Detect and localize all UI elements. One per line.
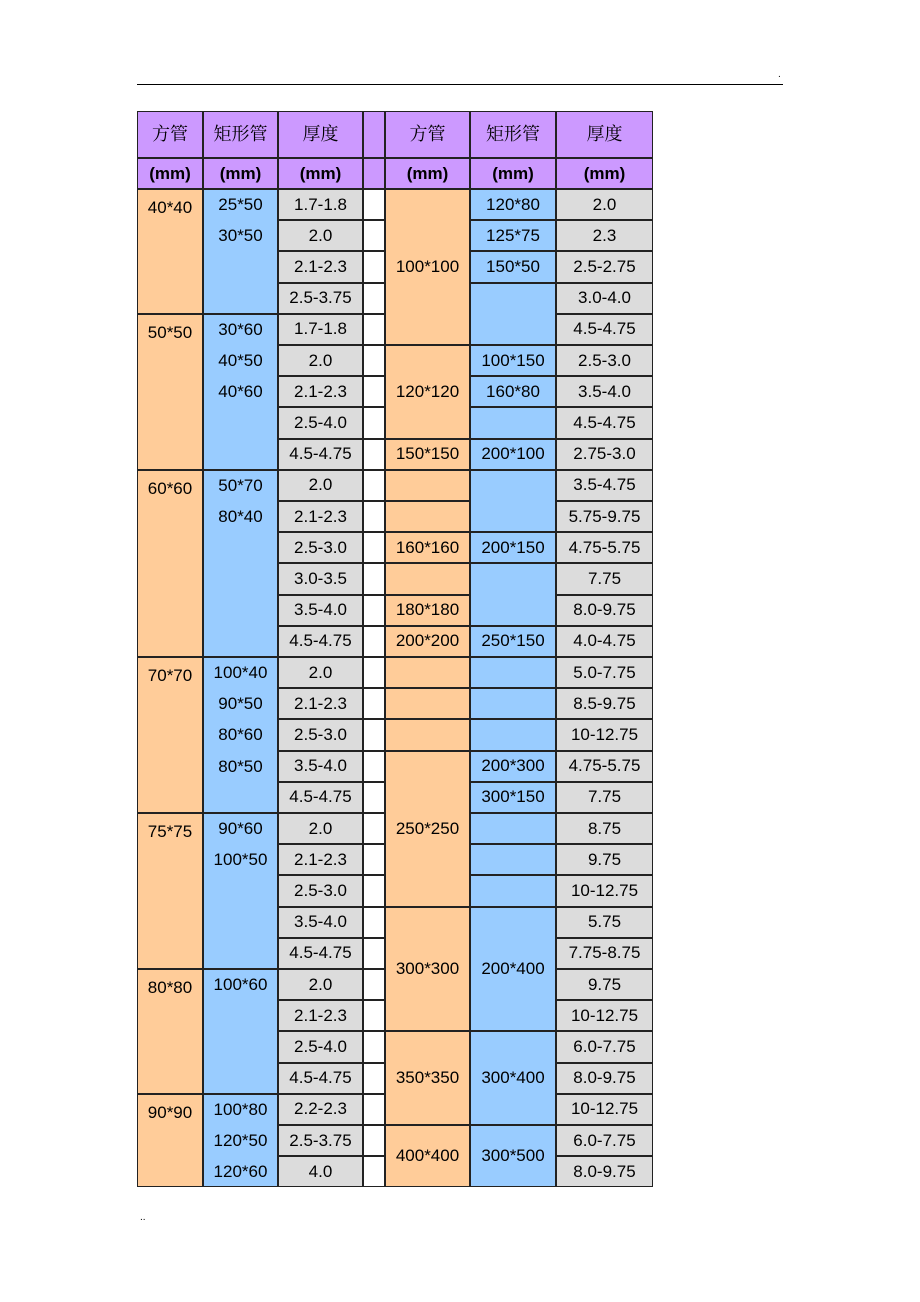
thickness-cell: 3.5-4.0 xyxy=(278,907,363,938)
rect-size-label: 120*50 xyxy=(213,1131,268,1150)
thickness-cell: 2.5-2.75 xyxy=(556,251,653,282)
header-rect: 矩形管 xyxy=(203,111,278,158)
gap-cell xyxy=(363,563,385,594)
thickness-cell: 2.1-2.3 xyxy=(278,844,363,875)
gap-cell xyxy=(363,688,385,719)
rect-size-cell xyxy=(470,407,556,438)
header-gap xyxy=(363,111,385,158)
thickness-cell: 4.0 xyxy=(278,1156,363,1187)
gap-cell xyxy=(363,595,385,626)
thickness-cell: 5.75-9.75 xyxy=(556,501,653,532)
gap-cell xyxy=(363,283,385,314)
rect-size-label: 100*50 xyxy=(213,850,268,870)
square-size-cell: 300*300 xyxy=(385,907,470,1032)
square-size-cell: 50*50 xyxy=(137,314,203,470)
gap-cell xyxy=(363,407,385,438)
thickness-cell: 2.0 xyxy=(278,220,363,251)
gap-cell xyxy=(363,813,385,844)
rect-size-cell: 200*150 xyxy=(470,532,556,563)
gap-cell xyxy=(363,220,385,251)
unit-square2: (mm) xyxy=(385,158,470,189)
gap-cell xyxy=(363,501,385,532)
square-size-cell: 70*70 xyxy=(137,657,203,813)
unit-square: (mm) xyxy=(137,158,203,189)
thickness-cell: 2.5-3.75 xyxy=(278,283,363,314)
gap-cell xyxy=(363,657,385,688)
thickness-cell: 2.1-2.3 xyxy=(278,1000,363,1031)
square-size-cell: 90*90 xyxy=(137,1094,203,1188)
unit-thickness2: (mm) xyxy=(556,158,653,189)
thickness-cell: 10-12.75 xyxy=(556,719,653,750)
gap-cell xyxy=(363,345,385,376)
gap-cell xyxy=(363,1000,385,1031)
thickness-cell: 4.5-4.75 xyxy=(278,782,363,813)
square-size-cell xyxy=(385,719,470,750)
thickness-cell: 3.5-4.0 xyxy=(278,751,363,782)
rect-size-label: 80*40 xyxy=(218,507,263,526)
thickness-cell: 8.0-9.75 xyxy=(556,595,653,626)
square-size-cell: 75*75 xyxy=(137,813,203,969)
thickness-cell: 2.1-2.3 xyxy=(278,501,363,532)
thickness-cell: 7.75-8.75 xyxy=(556,938,653,969)
gap-cell xyxy=(363,189,385,220)
square-size-cell: 180*180 xyxy=(385,595,470,626)
square-size-cell xyxy=(385,688,470,719)
rect-size-label: 50*70 xyxy=(218,475,263,495)
gap-cell xyxy=(363,1125,385,1156)
thickness-cell: 6.0-7.75 xyxy=(556,1125,653,1156)
gap-cell xyxy=(363,314,385,345)
thickness-cell: 2.0 xyxy=(278,345,363,376)
thickness-cell: 2.75-3.0 xyxy=(556,439,653,470)
header-square: 方管 xyxy=(137,111,203,158)
rect-size-label: 100*80 xyxy=(213,1099,268,1119)
thickness-cell: 2.1-2.3 xyxy=(278,376,363,407)
gap-cell xyxy=(363,1063,385,1094)
thickness-cell: 9.75 xyxy=(556,969,653,1000)
thickness-cell: 4.5-4.75 xyxy=(278,439,363,470)
rect-size-label: 30*50 xyxy=(218,226,263,246)
thickness-cell: 4.5-4.75 xyxy=(556,407,653,438)
square-size-cell: 100*100 xyxy=(385,189,470,345)
thickness-cell: 4.0-4.75 xyxy=(556,626,653,657)
rect-size-cell: 120*80 xyxy=(470,189,556,220)
gap-cell xyxy=(363,907,385,938)
square-size-cell xyxy=(385,563,470,594)
rect-size-cell: 300*400 xyxy=(470,1031,556,1125)
rect-size-cell: 200*400 xyxy=(470,907,556,1032)
square-size-cell: 150*150 xyxy=(385,439,470,470)
unit-rect2: (mm) xyxy=(470,158,556,189)
rect-size-label: 80*60 xyxy=(218,725,263,745)
square-size-cell xyxy=(385,657,470,688)
rect-size-block xyxy=(203,470,278,657)
gap-cell xyxy=(363,439,385,470)
thickness-cell: 6.0-7.75 xyxy=(556,1031,653,1062)
header-mark: . xyxy=(778,69,781,80)
thickness-cell: 2.1-2.3 xyxy=(278,688,363,719)
thickness-cell: 9.75 xyxy=(556,844,653,875)
rect-size-cell: 300*150 xyxy=(470,782,556,813)
gap-cell xyxy=(363,1094,385,1125)
header-thickness: 厚度 xyxy=(278,111,363,158)
thickness-cell: 8.5-9.75 xyxy=(556,688,653,719)
thickness-cell: 2.1-2.3 xyxy=(278,251,363,282)
thickness-cell: 10-12.75 xyxy=(556,1000,653,1031)
rect-size-label: 100*40 xyxy=(213,663,268,682)
rect-size-label: 100*60 xyxy=(213,975,268,994)
square-size-cell: 60*60 xyxy=(137,470,203,657)
thickness-cell: 5.75 xyxy=(556,907,653,938)
thickness-cell: 7.75 xyxy=(556,782,653,813)
rect-size-cell: 200*100 xyxy=(470,439,556,470)
rect-size-cell xyxy=(470,813,556,844)
unit-thickness: (mm) xyxy=(278,158,363,189)
thickness-cell: 2.5-3.0 xyxy=(278,719,363,750)
rect-size-cell xyxy=(470,719,556,750)
square-size-cell: 160*160 xyxy=(385,532,470,563)
gap-cell xyxy=(363,719,385,750)
thickness-cell: 2.5-3.0 xyxy=(556,345,653,376)
unit-gap xyxy=(363,158,385,189)
rect-size-cell: 160*80 xyxy=(470,376,556,407)
gap-cell xyxy=(363,844,385,875)
thickness-cell: 3.5-4.0 xyxy=(278,595,363,626)
thickness-cell: 2.0 xyxy=(556,189,653,220)
gap-cell xyxy=(363,875,385,906)
thickness-cell: 5.0-7.75 xyxy=(556,657,653,688)
steel-tube-spec-table xyxy=(137,111,653,1189)
thickness-cell: 4.5-4.75 xyxy=(556,314,653,345)
thickness-cell: 3.0-3.5 xyxy=(278,563,363,594)
thickness-cell: 3.0-4.0 xyxy=(556,283,653,314)
rect-size-cell: 250*150 xyxy=(470,626,556,657)
rect-size-cell: 125*75 xyxy=(470,220,556,251)
header-rect2: 矩形管 xyxy=(470,111,556,158)
square-size-cell: 350*350 xyxy=(385,1031,470,1125)
rect-size-cell xyxy=(470,688,556,719)
thickness-cell: 2.2-2.3 xyxy=(278,1094,363,1125)
thickness-cell: 2.5-3.0 xyxy=(278,875,363,906)
footer-mark: .. xyxy=(140,1212,146,1223)
thickness-cell: 2.5-4.0 xyxy=(278,407,363,438)
thickness-cell: 8.0-9.75 xyxy=(556,1063,653,1094)
header-thickness2: 厚度 xyxy=(556,111,653,158)
square-size-cell: 120*120 xyxy=(385,345,470,439)
rect-size-cell: 100*150 xyxy=(470,345,556,376)
thickness-cell: 10-12.75 xyxy=(556,1094,653,1125)
thickness-cell: 2.0 xyxy=(278,813,363,844)
rect-size-label: 30*60 xyxy=(218,319,263,339)
header-square2: 方管 xyxy=(385,111,470,158)
thickness-cell: 4.75-5.75 xyxy=(556,751,653,782)
rect-size-cell xyxy=(470,563,556,625)
thickness-cell: 3.5-4.75 xyxy=(556,470,653,501)
gap-cell xyxy=(363,532,385,563)
thickness-cell: 8.0-9.75 xyxy=(556,1156,653,1187)
rect-size-cell xyxy=(470,470,556,532)
rect-size-cell: 300*500 xyxy=(470,1125,556,1187)
gap-cell xyxy=(363,782,385,813)
rect-size-label: 40*60 xyxy=(218,382,263,402)
square-size-cell: 400*400 xyxy=(385,1125,470,1187)
header-rule xyxy=(137,84,783,85)
rect-size-cell xyxy=(470,875,556,906)
rect-size-cell xyxy=(470,844,556,875)
gap-cell xyxy=(363,376,385,407)
gap-cell xyxy=(363,969,385,1000)
thickness-cell: 4.75-5.75 xyxy=(556,532,653,563)
thickness-cell: 4.5-4.75 xyxy=(278,626,363,657)
square-size-cell: 40*40 xyxy=(137,189,203,314)
thickness-cell: 4.5-4.75 xyxy=(278,938,363,969)
thickness-cell: 2.3 xyxy=(556,220,653,251)
gap-cell xyxy=(363,1031,385,1062)
square-size-cell xyxy=(385,501,470,532)
gap-cell xyxy=(363,938,385,969)
thickness-cell: 2.5-4.0 xyxy=(278,1031,363,1062)
square-size-cell xyxy=(385,470,470,501)
gap-cell xyxy=(363,1156,385,1187)
thickness-cell: 3.5-4.0 xyxy=(556,376,653,407)
thickness-cell: 2.5-3.75 xyxy=(278,1125,363,1156)
rect-size-cell: 150*50 xyxy=(470,251,556,282)
square-size-cell: 200*200 xyxy=(385,626,470,657)
square-size-cell: 250*250 xyxy=(385,751,470,907)
thickness-cell: 4.5-4.75 xyxy=(278,1063,363,1094)
thickness-cell: 2.0 xyxy=(278,969,363,1000)
gap-cell xyxy=(363,251,385,282)
square-size-cell: 80*80 xyxy=(137,969,203,1094)
thickness-cell: 8.75 xyxy=(556,813,653,844)
thickness-cell: 2.0 xyxy=(278,657,363,688)
gap-cell xyxy=(363,626,385,657)
thickness-cell: 7.75 xyxy=(556,563,653,594)
rect-size-label: 120*60 xyxy=(213,1162,268,1182)
rect-size-label: 40*50 xyxy=(218,351,263,370)
rect-size-label: 90*60 xyxy=(218,819,263,838)
rect-size-cell xyxy=(470,283,556,345)
unit-rect: (mm) xyxy=(203,158,278,189)
thickness-cell: 1.7-1.8 xyxy=(278,189,363,220)
rect-size-cell: 200*300 xyxy=(470,751,556,782)
thickness-cell: 10-12.75 xyxy=(556,875,653,906)
thickness-cell: 1.7-1.8 xyxy=(278,314,363,345)
rect-size-label: 80*50 xyxy=(218,756,263,776)
rect-size-cell xyxy=(470,657,556,688)
gap-cell xyxy=(363,751,385,782)
thickness-cell: 2.0 xyxy=(278,470,363,501)
rect-size-label: 90*50 xyxy=(218,694,263,714)
thickness-cell: 2.5-3.0 xyxy=(278,532,363,563)
rect-size-label: 25*50 xyxy=(218,195,263,214)
gap-cell xyxy=(363,470,385,501)
